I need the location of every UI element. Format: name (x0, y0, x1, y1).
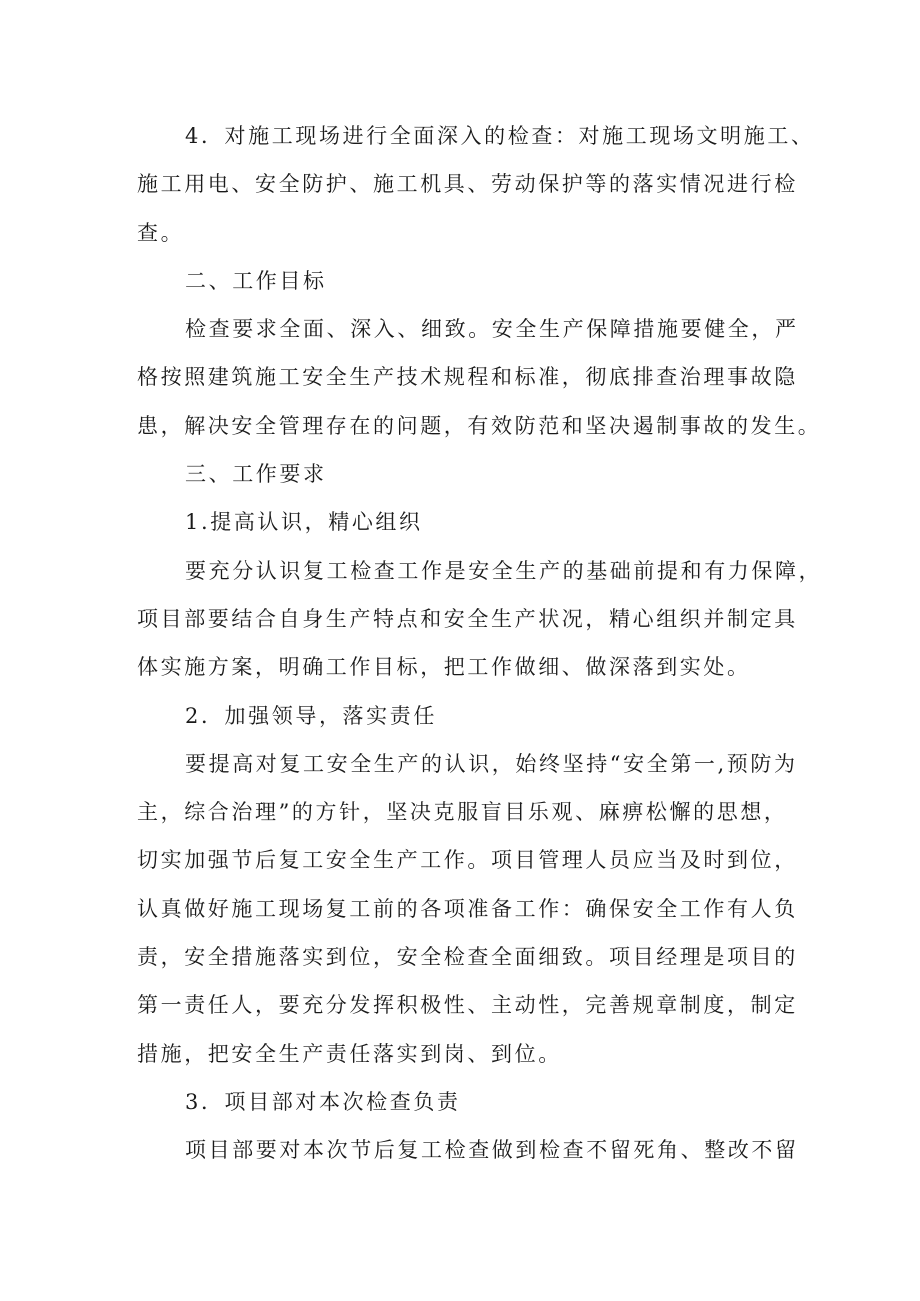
paragraph-item-2-line-2: 主，综合治理”的方针，坚决克服盲目乐观、麻痹松懈的思想， (137, 800, 788, 825)
paragraph-item-2-line-7: 措施，把安全生产责任落实到岗、到位。 (137, 1041, 562, 1066)
paragraph-goals-line-1: 检查要求全面、深入、细致。安全生产保障措施要健全，严 (185, 317, 799, 342)
section-heading-work-requirements: 三、工作要求 (185, 462, 327, 487)
paragraph-item-2-line-5: 责，安全措施落实到位，安全检查全面细致。项目经理是项目的 (137, 945, 798, 970)
paragraph-item-1-line-3: 体实施方案，明确工作目标，把工作做细、做深落到实处。 (137, 655, 751, 680)
paragraph-item-3-line-1: 项目部要对本次节后复工检查做到检查不留死角、整改不留 (185, 1138, 799, 1163)
paragraph-item-4-line-2: 施工用电、安全防护、施工机具、劳动保护等的落实情况进行检 (137, 172, 798, 197)
document-body (137, 112, 823, 1175)
paragraph-item-2-line-4: 认真做好施工现场复工前的各项准备工作：确保安全工作有人负 (137, 896, 798, 921)
paragraph-item-1-line-2: 项目部要结合自身生产特点和安全生产状况，精心组织并制定具 (137, 606, 798, 631)
subheading-item-1: 1.提高认识，精心组织 (185, 510, 423, 535)
paragraph-item-2-line-6: 第一责任人，要充分发挥积极性、主动性，完善规章制度，制定 (137, 993, 798, 1018)
paragraph-item-2-line-1: 要提高对复工安全生产的认识，始终坚持“安全第一,预防为 (185, 751, 798, 776)
paragraph-goals-line-2: 格按照建筑施工安全生产技术规程和标准，彻底排查治理事故隐 (137, 365, 798, 390)
paragraph-goals-line-3: 患，解决安全管理存在的问题，有效防范和坚决遏制事故的发生。 (137, 413, 822, 438)
paragraph-item-1-line-1: 要充分认识复工检查工作是安全生产的基础前提和有力保障， (185, 558, 823, 583)
paragraph-item-4-line-3: 查。 (137, 220, 185, 245)
paragraph-item-4-line-1: 4．对施工现场进行全面深入的检查：对施工现场文明施工、 (185, 124, 815, 148)
subheading-item-2: 2．加强领导，落实责任 (185, 703, 437, 728)
section-heading-work-goals: 二、工作目标 (185, 268, 327, 293)
paragraph-item-2-line-3: 切实加强节后复工安全生产工作。项目管理人员应当及时到位， (137, 848, 798, 873)
subheading-item-3: 3．项目部对本次检查负责 (185, 1089, 461, 1114)
